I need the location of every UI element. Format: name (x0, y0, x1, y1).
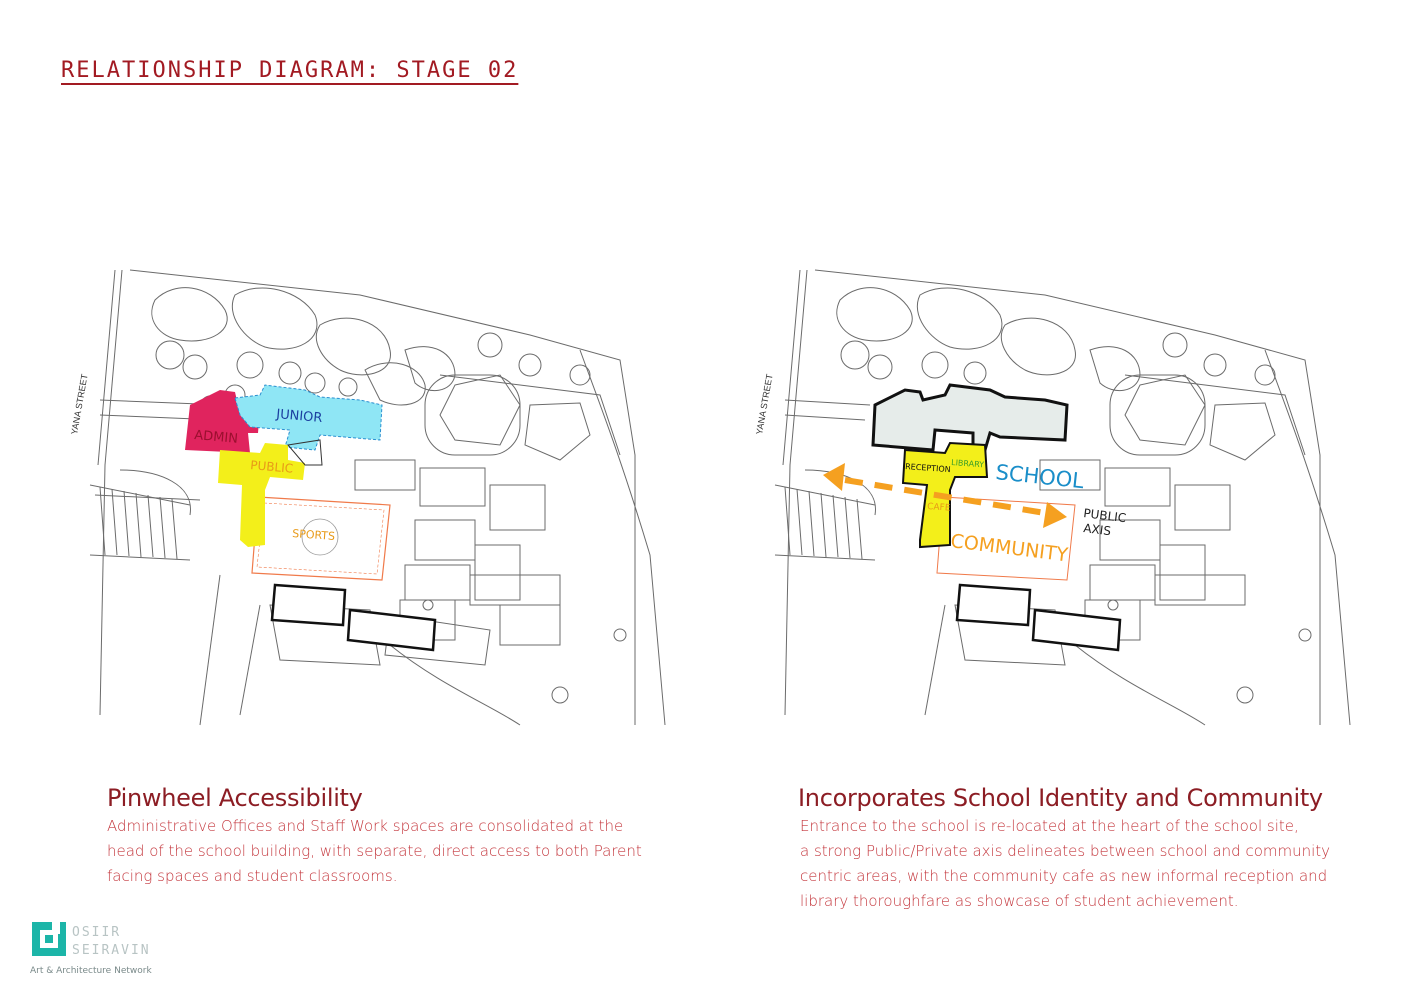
right-street-label: YANA STREET (754, 373, 775, 436)
logo-tagline: Art & Architecture Network (30, 966, 152, 976)
logo-name-line2: SEIRAVIN (72, 943, 151, 958)
right-description-line: centric areas, with the community cafe as new informal reception and (800, 867, 1328, 885)
right-heading: Incorporates School Identity and Community (798, 784, 1323, 812)
right-description-line: a strong Public/Private axis delineates between school and community (800, 842, 1331, 860)
left-heading: Pinwheel Accessibility (107, 784, 363, 812)
left-description-line: head of the school building, with separate, direct access to both Parent (107, 842, 642, 860)
public-zone-label: PUBLIC (249, 458, 294, 476)
public-axis-label-line2: AXIS (1082, 521, 1112, 539)
school-label: SCHOOL (994, 460, 1086, 494)
junior-zone-label: JUNIOR (275, 407, 323, 427)
page-title: RELATIONSHIP DIAGRAM: STAGE 02 (61, 58, 519, 83)
left-street-label: YANA STREET (69, 373, 90, 436)
admin-zone-label: ADMIN (193, 428, 239, 447)
library-label: LIBRARY (950, 458, 985, 470)
logo-name-line1: OSIIR (72, 925, 122, 940)
sports-zone-label: SPORTS (291, 527, 336, 543)
public-axis-label-line1: PUBLIC (1082, 506, 1127, 526)
left-site-plan (60, 255, 680, 735)
reception-label: RECEPTION (904, 462, 951, 475)
right-description-line: Entrance to the school is re-located at the heart of the school site, (800, 817, 1299, 835)
right-description-line: library thoroughfare as showcase of student achievement. (800, 892, 1239, 910)
left-description (107, 814, 667, 889)
right-site-plan (745, 255, 1365, 735)
right-description (800, 814, 1380, 914)
left-description-line: Administrative Offices and Staff Work spaces are consolidated at the (107, 817, 624, 835)
left-description-line: facing spaces and student classrooms. (107, 867, 398, 885)
community-label: COMMUNITY (949, 530, 1070, 567)
school-building (873, 385, 1067, 450)
cafe-label: CAFE (926, 502, 951, 514)
logo-mark-icon (30, 918, 190, 966)
